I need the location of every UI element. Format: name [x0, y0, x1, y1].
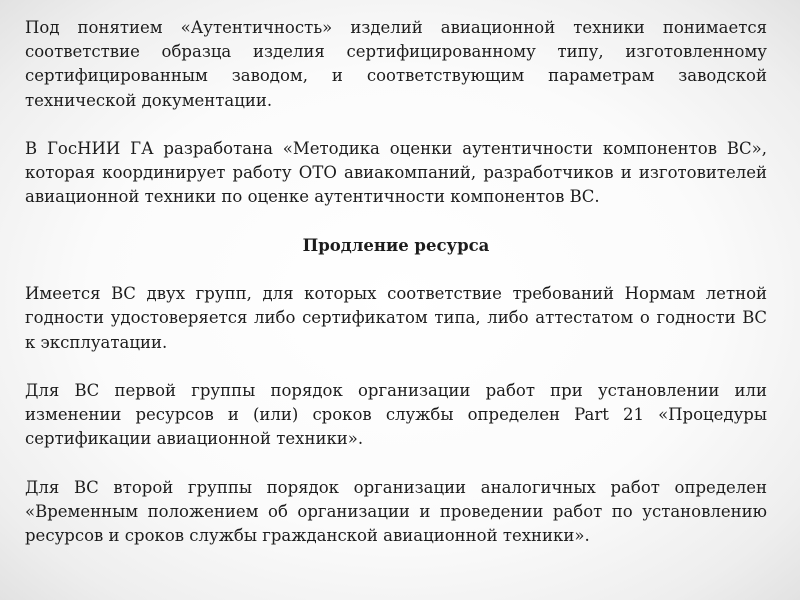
- paragraph-methodology: В ГосНИИ ГА разработана «Методика оценки аутентичности компонентов ВС», которая координирует работу ОТО авиакомпаний, разработчиков и изготовителей авиационной техники по оценке аутентичности компонентов ВС.: [25, 139, 767, 207]
- paragraph-authenticity-definition: Под понятием «Аутентичность» изделий авиационной техники понимается соответствие образца изделия сертифицированному типу, изготовленному сертифицированным заводом, и соответствующим параметрам заводской технической документации.: [25, 18, 767, 110]
- section-heading: Продление ресурса: [302, 235, 490, 255]
- paragraph-aircraft-groups: Имеется ВС двух групп, для которых соответствие требований Нормам летной годности удостоверяется либо сертификатом типа, либо аттестатом о годности ВС к эксплуатации.: [25, 284, 767, 352]
- slide-content: [25, 16, 767, 586]
- paragraph-second-group: Для ВС второй группы порядок организации аналогичных работ определен «Временным положением об организации и проведении работ по установлению ресурсов и сроков службы гражданской авиационной техники».: [25, 477, 767, 546]
- paragraph-first-group: Для ВС первой группы порядок организации работ при установлении или изменении ресурсов и (или) сроков службы определен Part 21 «Процедуры сертификации авиационной техники».: [25, 380, 767, 449]
